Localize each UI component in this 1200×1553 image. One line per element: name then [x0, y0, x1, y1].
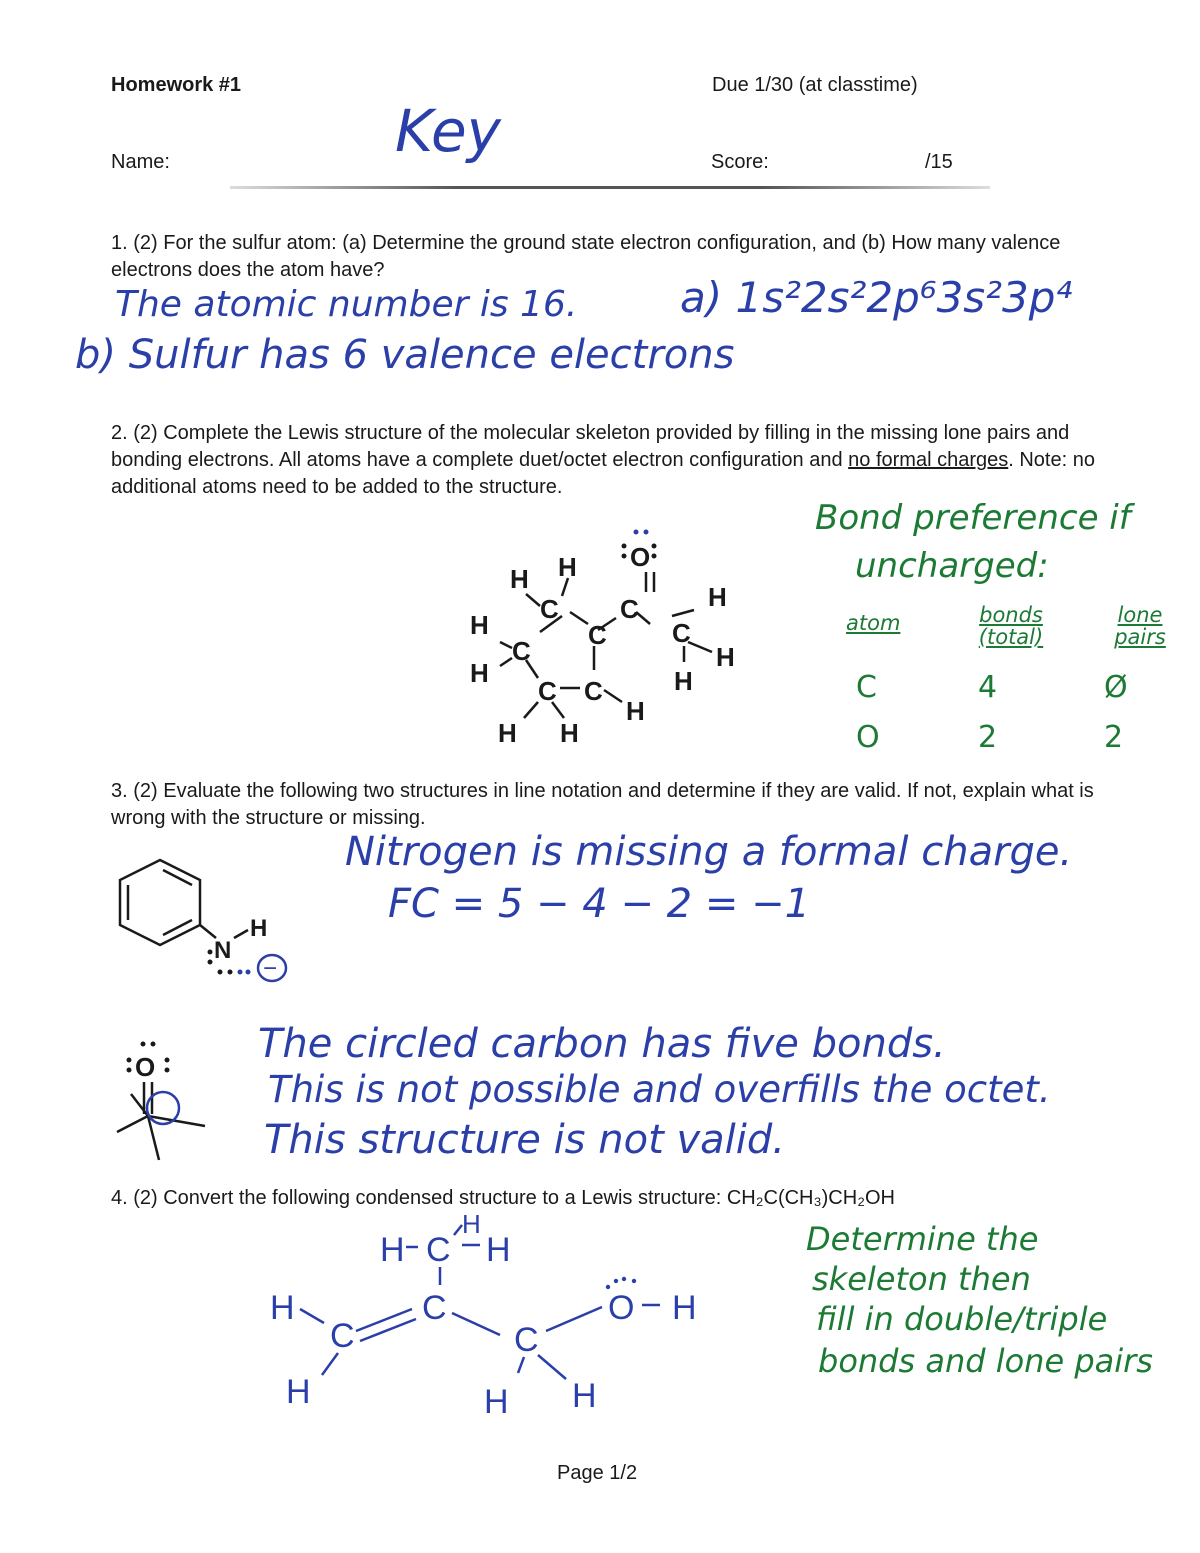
q2-prompt-start: 2. (2) Complete the Lewis structure of the molecular skeleton provided by filling in the missing lone pairs and bonding electrons. All atoms have a complete duet/octet electron configuration and: [111, 422, 1070, 471]
q2-side-note-line2: uncharged:: [855, 546, 1049, 586]
atom-h: H: [470, 610, 489, 640]
q3-answer2-line2: This is not possible and overfills the octet.: [268, 1068, 1051, 1111]
atom-o: O: [608, 1289, 635, 1327]
table-row-o-lone-pairs: 2: [1104, 720, 1124, 755]
q3-prompt: 3. (2) Evaluate the following two structures in line notation and determine if they are valid. If not, explain what is wrong with the structure or missing.: [111, 780, 1094, 829]
atom-c: C: [426, 1231, 451, 1269]
q3-structure-1: [100, 850, 310, 990]
atom-h: H: [380, 1231, 405, 1269]
name-label: Name:: [111, 151, 170, 173]
atom-h: H: [462, 1209, 481, 1239]
table-row-o-bonds: 2: [978, 720, 998, 755]
table-row-c-bonds: 4: [978, 670, 998, 705]
added-electrons: [634, 530, 649, 535]
q3-answer1-line2: FC = 5 − 4 − 2 = −1: [388, 881, 811, 927]
q3-structure-2: [105, 1030, 225, 1170]
atom-h: H: [470, 658, 489, 688]
table-header-lone-pairs: lone pairs: [1114, 603, 1166, 649]
formal-charge-circle: [258, 955, 286, 982]
benzene-ring: [120, 860, 248, 945]
q4-note-line2: skeleton then: [812, 1260, 1031, 1298]
q2-prompt-end: . Note: no additional atoms need to be added to the structure.: [111, 449, 1095, 498]
atom-h: H: [626, 696, 645, 726]
atom-c: C: [588, 620, 607, 650]
table-header-bonds: bonds (total): [978, 603, 1044, 649]
atom-c: C: [514, 1321, 539, 1359]
page-number: Page 1/2: [557, 1462, 638, 1484]
table-row-o-atom: O: [856, 720, 880, 755]
q1-answer-valence: b) Sulfur has 6 valence electrons: [75, 332, 735, 378]
atom-h: H: [716, 642, 735, 672]
q1-answer-atomic-number: The atomic number is 16.: [115, 284, 578, 325]
atom-h: H: [560, 718, 579, 748]
atom-h: H: [672, 1289, 697, 1327]
atom-c: C: [584, 676, 603, 706]
atom-h: H: [708, 582, 727, 612]
table-header-atom: atom: [846, 611, 901, 635]
q1-prompt: 1. (2) For the sulfur atom: (a) Determine the ground state electron configuration, and (b) How many valence electrons does the atom have?: [111, 232, 1061, 281]
atom-c: C: [512, 636, 531, 666]
atom-h: H: [484, 1383, 509, 1421]
q2-lewis-skeleton: [440, 520, 760, 760]
atom-n: N: [214, 937, 232, 964]
atom-h: H: [510, 564, 529, 594]
score-total: /15: [925, 151, 953, 173]
atom-h: H: [270, 1289, 295, 1327]
score-label: Score:: [711, 151, 769, 173]
atom-c: C: [540, 594, 559, 624]
q4-note-line4: bonds and lone pairs: [818, 1342, 1153, 1380]
homework-title: Homework #1: [111, 74, 242, 96]
q1-answer-configuration: a) 1s²2s²2p⁶3s²3p⁴: [680, 273, 1073, 322]
atom-h: H: [558, 552, 577, 582]
atom-h: H: [250, 915, 268, 942]
header-divider: [230, 186, 990, 189]
q4-atoms: [270, 1209, 697, 1421]
q2-prompt-underlined: no formal charges: [848, 449, 1009, 471]
formal-charge-minus: −: [263, 955, 278, 982]
q4-lewis-structure: [250, 1205, 750, 1445]
atom-c: C: [620, 594, 639, 624]
q4-oxygen-lone-pairs: [606, 1277, 636, 1289]
atom-h: H: [486, 1231, 511, 1269]
name-value: Key: [395, 97, 501, 165]
q4-note-line1: Determine the: [806, 1220, 1039, 1258]
due-date: Due 1/30 (at classtime): [712, 74, 918, 96]
carbon-bonds: [117, 1082, 205, 1160]
atom-c: C: [672, 618, 691, 648]
q4-note-line3: fill in double/triple: [816, 1300, 1108, 1338]
atom-h: H: [498, 718, 517, 748]
atom-h: H: [572, 1377, 597, 1415]
bond-preference-table: [838, 600, 1178, 770]
atom-c: C: [422, 1289, 447, 1327]
table-row-c-lone-pairs: Ø: [1104, 670, 1128, 705]
q4-bonds: [300, 1225, 660, 1379]
atom-o: O: [135, 1052, 156, 1082]
q3-answer2-line3: This structure is not valid.: [264, 1117, 785, 1163]
q3-answer1-line1: Nitrogen is missing a formal charge.: [345, 829, 1073, 875]
q2-prompt: [111, 420, 1111, 501]
q4-prompt: 4. (2) Convert the following condensed structure to a Lewis structure: CH₂C(CH₃)CH₂OH: [111, 1187, 895, 1209]
atom-h: H: [286, 1373, 311, 1411]
atom-c: C: [538, 676, 557, 706]
atom-h: H: [674, 666, 693, 696]
q3-answer2-line1: The circled carbon has five bonds.: [258, 1021, 946, 1067]
atom-c: C: [330, 1317, 355, 1355]
q2-side-note-line1: Bond preference if: [815, 498, 1131, 538]
atom-o: O: [630, 542, 651, 572]
table-row-c-atom: C: [856, 670, 877, 705]
